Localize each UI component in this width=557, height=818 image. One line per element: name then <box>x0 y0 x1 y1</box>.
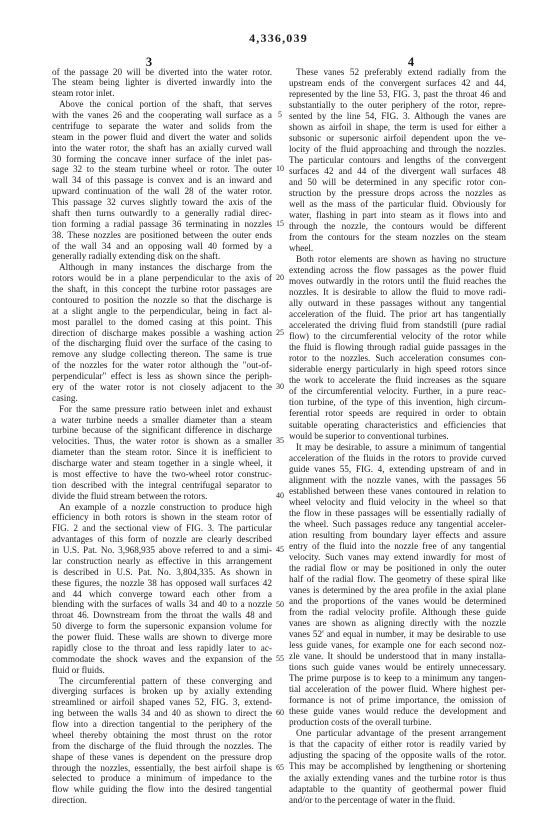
text-line: casing. <box>52 392 78 403</box>
text-line: from the contours for the steam nozzles on the steam <box>289 231 506 242</box>
text-line: rotors would be in a plane perpendicular to the axis of <box>52 273 272 284</box>
margin-line-number: 50 <box>276 599 284 609</box>
margin-line-number: 35 <box>276 436 284 446</box>
text-line: shown as airfoil in shape, the term is used for either a <box>289 121 506 132</box>
text-line: with the vanes 26 and the cooperating wall surface as a <box>52 110 272 120</box>
text-line: and the proportions of the vanes would be determined <box>289 596 506 606</box>
text-line: divide the fluid stream between the rotors. <box>52 490 208 501</box>
text-line: contoured to position the nozzle so that the discharge is <box>52 294 272 305</box>
text-line: surfaces 42 and 44 of the divergent wall surfaces 48 <box>289 165 506 176</box>
text-line: a water turbine needs a smaller diameter than a steam <box>52 414 272 425</box>
text-line: The prime purpose is to keep to a minimum any tangen- <box>289 673 506 684</box>
patent-number: 4,336,039 <box>249 31 308 45</box>
text-line: and 50 will be determined in any specific rotor con- <box>289 176 506 187</box>
text-line: and 44 which converge toward each other from a <box>52 588 272 599</box>
text-line: acceleration of the fluid. The prior art has tangentially <box>289 309 506 320</box>
text-line: wheel. <box>289 243 314 253</box>
text-line: ation resulting from boundary layer effects and assure <box>289 529 506 540</box>
text-line: Above the conical portion of the shaft, that serves <box>59 99 272 110</box>
text-line: into the water rotor, the shaft has an axially curved wall <box>52 142 272 153</box>
text-line: adaptable to the quantity of geothermal power fluid <box>289 783 506 794</box>
paragraph <box>289 254 506 442</box>
right-text-column <box>289 67 506 806</box>
text-line: flow into a direction tangential to the periphery of the <box>52 719 272 729</box>
text-line: less guide vanes, for example one for each second noz- <box>289 640 506 651</box>
text-line: 50 diverge to form the supersonic expansion volume for <box>52 621 272 632</box>
text-line: direction. <box>52 795 87 806</box>
text-line: of the discharging fluid over the surface of the casing to <box>52 338 272 349</box>
text-line: locity of the fluid approaching and through the nozzles. <box>289 143 506 154</box>
text-line: in U.S. Pat. No. 3,968,935 above referred to and a simi- <box>52 545 272 555</box>
margin-line-number: 40 <box>276 490 284 500</box>
text-line: fluid or fluids. <box>52 664 105 675</box>
text-line: struction by the pressure drops across the nozzles as <box>289 187 506 198</box>
text-line: These vanes 52 preferably extend radially from the <box>296 66 506 77</box>
text-line: of the circumferential velocity. Further, in a pure reac- <box>289 386 506 397</box>
text-line: selected to produce a minimum of impedance to the <box>52 773 272 784</box>
text-line: perpendicular" effect is less as shown since the periph- <box>52 371 272 381</box>
text-line: the wheel. Such passages reduce any tangential acceler- <box>289 518 506 529</box>
text-line: is described in U.S. Pat. No. 3,804,335. As shown in <box>52 566 272 577</box>
margin-line-number: 60 <box>276 708 284 718</box>
text-line: turbine because of the significant difference in discharge <box>52 425 272 436</box>
text-line: discharge water and steam together in a single wheel, it <box>52 458 272 468</box>
text-line: through the nozzle, the contours would be different <box>289 220 506 231</box>
text-line: of the passage 20 will be diverted into the water rotor. <box>52 66 272 77</box>
text-line: the work to accelerate the fluid increases as the square <box>289 375 506 386</box>
text-line: alignment with the nozzle vanes, with the passages 56 <box>289 474 506 485</box>
text-line: production costs of the overall turbine. <box>289 717 432 728</box>
margin-line-number: 45 <box>276 545 284 555</box>
text-line: wheel velocity and fluid velocity in the wheel so that <box>289 496 506 507</box>
text-line: the shaft, in this concept the turbine rotor passages are <box>52 284 272 294</box>
text-line: zle vane. It should be understood that in many installa- <box>289 651 506 662</box>
text-line: velocity. Such vanes may extend inwardly for most of <box>289 551 506 562</box>
text-line: An example of a nozzle construction to produce high <box>59 501 272 512</box>
text-line: shape of these vanes is dependent on the pressure drop <box>52 751 272 762</box>
text-line: of the nozzles for the water rotor although the "out-of- <box>52 360 272 371</box>
text-line: substantially to the outer periphery of the rotor, repre- <box>289 99 506 110</box>
text-line: shaft then turns outwardly to a generally radial direc- <box>52 207 272 218</box>
text-line: 38. These nozzles are positioned between the outer ends <box>52 229 272 240</box>
text-line: rapidly close to the throat and less rapidly later to ac- <box>52 642 272 653</box>
text-line: sented by the line 54, FIG. 3. Although the vanes are <box>289 110 506 121</box>
margin-line-number: 10 <box>276 164 284 174</box>
text-line: through the nozzles, essentially, the best airfoil shape is <box>52 762 272 773</box>
paragraph <box>289 67 506 255</box>
text-line: Both rotor elements are shown as having no structure <box>296 254 506 265</box>
text-line: ally outward in these passages without any tangential <box>289 298 506 309</box>
text-line: FIG. 2 and the sectional view of FIG. 3. The particular <box>52 523 272 534</box>
text-line: formance is not of prime importance, the omission of <box>289 695 506 706</box>
text-line: upstream ends of the convergent surfaces 42 and 44, <box>289 77 506 88</box>
text-line: the flow in these passages will be essentially radially of <box>289 507 506 518</box>
text-line: rotor to the nozzles. Such acceleration consumes con- <box>289 353 506 364</box>
text-line: tion forming a radial passage 36 terminating in nozzles <box>52 218 272 229</box>
text-line: steam rotor inlet. <box>52 88 115 99</box>
text-line: well as the mass of the particular fluid. Obviously for <box>289 198 506 209</box>
text-line: is most effective to have the two-wheel rotor construc- <box>52 468 272 479</box>
text-line: wheel thereby obtaining the most thrust on the rotor <box>52 729 272 740</box>
text-line: flow while guiding the flow into the desired tangential <box>52 784 272 795</box>
text-line: from the discharge of the fluid through the nozzles. The <box>52 740 272 751</box>
text-line: steam in the power fluid and divert the water and solids <box>52 131 272 142</box>
text-line: these guide vanes would reduce the development and <box>289 706 506 717</box>
text-line: velocities. Thus, the water rotor is shown as a smaller <box>52 436 272 447</box>
text-line: efficiency in both rotors is shown in the steam rotor of <box>52 512 272 523</box>
text-line: tions such guide vanes would be entirely unnecessary. <box>289 662 506 673</box>
text-line: siderable energy particularly in high speed rotors since <box>289 364 506 375</box>
margin-line-number: 25 <box>276 327 284 337</box>
text-line: adjusting the spacing of the opposite walls of the rotor. <box>289 750 506 761</box>
text-line: vanes 52' and equal in number, it may be desirable to use <box>289 629 506 640</box>
text-line: from the radial velocity profile. Although these guide <box>289 607 506 618</box>
text-line: centrifuge to separate the water and solids from the <box>52 120 272 131</box>
text-line: sage 32 to the steam turbine wheel or rotor. The outer <box>52 164 272 175</box>
text-line: the fluid is flowing through radial guide passages in the <box>289 342 506 353</box>
text-line: wall 34 of this passage is convex and is an inward and <box>52 175 272 186</box>
left-column-number: 3 <box>145 55 153 69</box>
text-line: nozzles. It is desirable to allow the fluid to move radi- <box>289 287 506 298</box>
text-line: is that the capacity of either rotor is readily varied by <box>289 739 506 750</box>
text-line: ing between the walls 34 and 40 as shown to direct the <box>52 708 272 719</box>
text-line: extending across the flow passages as the power fluid <box>289 265 506 276</box>
text-line: vanes are shown as aligning directly with the nozzle <box>289 618 506 629</box>
text-line: suitable operating characteristics and efficiencies that <box>289 419 506 430</box>
text-line: represented by the line 53, FIG. 3, past the throat 46 and <box>289 88 506 99</box>
text-line: streamlined or airfoil shaped vanes 52, FIG. 3, extend- <box>52 697 272 708</box>
text-line: direction of discharge makes possible a washing action <box>52 327 272 338</box>
text-line: most parallel to the domed casing at this point. This <box>52 316 272 327</box>
margin-line-number: 5 <box>278 110 282 120</box>
text-line: ferential rotor speeds are required in order to obtain <box>289 408 506 419</box>
text-line: diameter than the steam rotor. Since it is inefficient to <box>52 447 272 458</box>
text-line: tial acceleration of the power fluid. Where highest per- <box>289 684 506 695</box>
text-line: half of the radial flow. The geometry of these spiral like <box>289 573 506 584</box>
text-line: 30 forming the concave inner surface of the inlet pas- <box>52 153 272 164</box>
text-line: blending with the surfaces of walls 34 and 40 to a nozzle <box>52 599 272 610</box>
margin-line-number: 30 <box>276 382 284 392</box>
text-line: moves outwardly in the rotors until the fluid reaches the <box>289 276 506 287</box>
text-line: upward continuation of the wall 28 of the water rotor. <box>52 186 272 197</box>
text-line: It may be desirable, to assure a minimum of tangential <box>296 441 506 452</box>
text-line: tion turbine, of the type of this invention, high circum- <box>289 397 506 408</box>
text-line: This passage 32 curves slightly toward the axis of the <box>52 197 272 207</box>
text-line: guide vanes 55, FIG. 4, extending upstream of and in <box>289 463 506 474</box>
text-line: flow) to the circumferential velocity of the rotor while <box>289 331 506 342</box>
text-line: throat 46. Downstream from the throat the walls 48 and <box>52 610 272 621</box>
text-line: The particular contours and lengths of the convergent <box>289 154 506 165</box>
text-line: advantages of this form of nozzle are clearly described <box>52 534 272 545</box>
text-line: For the same pressure ratio between inlet and exhaust <box>59 403 272 414</box>
text-line: remove any sludge collecting thereon. The same is true <box>52 349 272 360</box>
text-line: water, flashing in part into steam as it flows into and <box>289 209 506 220</box>
text-line: and/or to the percentage of water in the fluid. <box>289 794 456 805</box>
text-line: the radial flow or may be positioned in only the outer <box>289 562 506 573</box>
text-line: Although in many instances the discharge from the <box>59 262 272 273</box>
text-line: commodate the shock waves and the expansion of the <box>52 653 272 664</box>
text-line: entry of the fluid into the nozzle free of any tangential <box>289 540 506 551</box>
margin-line-number: 20 <box>276 273 284 283</box>
text-line: the power fluid. These walls are shown to diverge more <box>52 632 272 642</box>
text-line: at a slight angle to the perpendicular, being in fact al- <box>52 305 272 316</box>
text-line: One particular advantage of the present arrangement <box>296 728 506 739</box>
text-line: of the wall 34 and an opposing wall 40 formed by a <box>52 240 272 251</box>
text-line: established between these vanes contoured in relation to <box>289 485 506 496</box>
margin-line-number: 55 <box>276 654 284 664</box>
text-line: vanes is determined by the area profile in the axial plane <box>289 584 506 595</box>
text-line: accelerated the driving fluid from standstill (pure radial <box>289 320 506 331</box>
text-line: would be superior to conventional turbines. <box>289 430 449 441</box>
margin-line-number: 15 <box>276 218 284 228</box>
text-line: subsonic or supersonic airfoil dependent upon the ve- <box>289 132 506 143</box>
text-line: The circumferential pattern of these converging and <box>59 675 272 686</box>
text-line: the axially extending vanes and the turbine rotor is thus <box>289 772 506 783</box>
text-line: lar construction nearly as effective in this arrangement <box>52 555 272 566</box>
text-line: The steam being lighter is diverted inwardly into the <box>52 77 272 88</box>
text-line: This may be accomplished by lengthening or shortening <box>289 761 506 772</box>
text-line: acceleration of the fluids in the rotors to provide curved <box>289 452 506 463</box>
margin-line-number: 65 <box>276 762 284 772</box>
paragraph <box>289 442 506 729</box>
right-column-number: 4 <box>407 55 415 69</box>
text-line: diverging surfaces is broken up by axially extending <box>52 686 272 697</box>
text-line: tion described with the integral centrifugal separator to <box>52 479 272 490</box>
text-line: ery of the water rotor is not closely adjacent to the <box>52 381 272 392</box>
text-line: generally radially extending disk on the shaft. <box>52 251 221 262</box>
text-line: these figures, the nozzle 38 has opposed wall surfaces 42 <box>52 577 272 588</box>
paragraph <box>289 728 506 805</box>
